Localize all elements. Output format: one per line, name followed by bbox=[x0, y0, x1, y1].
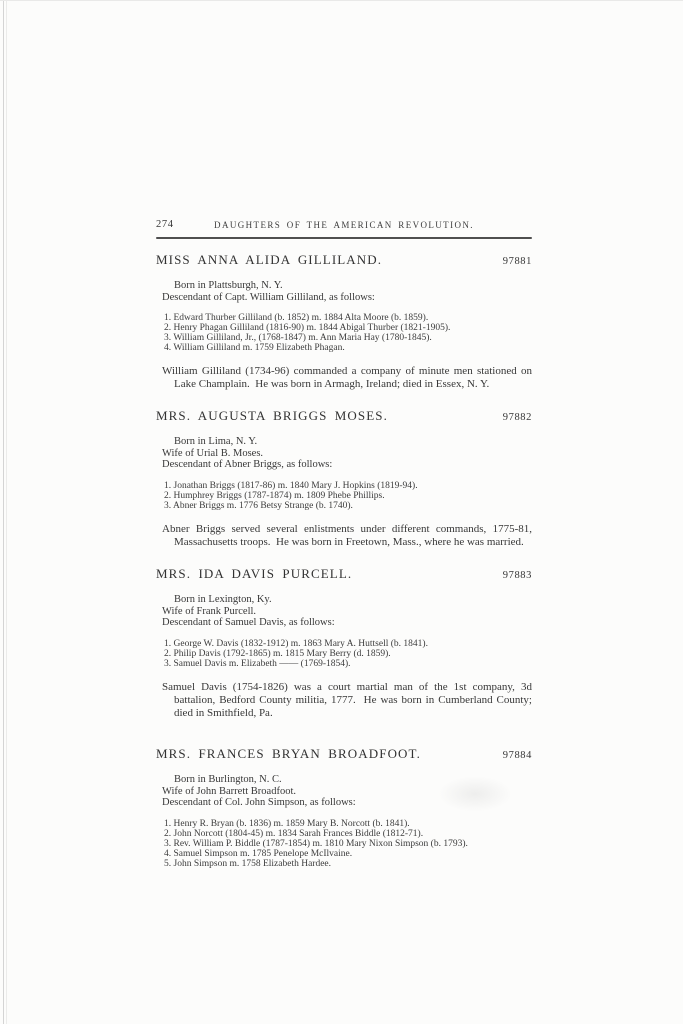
member-entry bbox=[156, 746, 532, 869]
born-line: Born in Burlington, N. C. bbox=[174, 774, 282, 786]
lineage-line: 3. Rev. William P. Biddle (1787-1854) m. 1810 Mary Nixon Simpson (b. 1793). bbox=[164, 838, 468, 849]
header-rule bbox=[156, 237, 532, 239]
born-line: Born in Lima, N. Y. bbox=[174, 436, 258, 448]
descendant-line: Descendant of Col. John Simpson, as follows: bbox=[162, 797, 356, 809]
lineage-line: 5. John Simpson m. 1758 Elizabeth Hardee. bbox=[164, 858, 332, 869]
lineage-list bbox=[156, 314, 532, 354]
lineage-list bbox=[156, 820, 532, 870]
lineage-line: 4. Samuel Simpson m. 1785 Penelope McIlvaine. bbox=[164, 848, 353, 859]
page-header bbox=[156, 219, 532, 232]
scan-edge-line bbox=[3, 0, 4, 1024]
entry-title-row bbox=[156, 746, 532, 762]
national-number: 97881 bbox=[502, 256, 532, 267]
entry-title-row bbox=[156, 252, 532, 268]
running-title: DAUGHTERS OF THE AMERICAN REVOLUTION. bbox=[214, 220, 474, 230]
lineage-list bbox=[156, 482, 532, 512]
member-entry bbox=[156, 408, 535, 549]
service-paragraph: William Gilliland (1734-96) commanded a company of minute men stationed on Lake Champlain. He was born in Armagh, Ireland; died in Essex, N. Y. bbox=[162, 364, 535, 391]
lineage-line: 3. Samuel Davis m. Elizabeth —— (1769-1854). bbox=[164, 658, 351, 669]
descendant-line: Descendant of Samuel Davis, as follows: bbox=[162, 617, 335, 629]
lineage-line: 2. Humphrey Briggs (1787-1874) m. 1809 Phebe Phillips. bbox=[164, 490, 385, 501]
national-number: 97882 bbox=[502, 412, 532, 424]
wife-line: Wife of John Barrett Broadfoot. bbox=[162, 785, 296, 797]
lineage-line: 3. Abner Briggs m. 1776 Betsy Strange (b. 1740). bbox=[164, 500, 353, 511]
entry-intro bbox=[156, 774, 532, 809]
wife-line: Wife of Frank Purcell. bbox=[162, 605, 257, 617]
member-name: MRS. FRANCES BRYAN BROADFOOT. bbox=[156, 746, 421, 762]
member-name: MISS ANNA ALIDA GILLILAND. bbox=[156, 252, 383, 267]
wife-line: Wife of Urial B. Moses. bbox=[162, 447, 264, 459]
member-name: MRS. AUGUSTA BRIGGS MOSES. bbox=[156, 408, 388, 424]
lineage-line: 3. William Gilliland, Jr., (1768-1847) m. Ann Maria Hay (1780-1845). bbox=[164, 333, 432, 343]
lineage-line: 1. Henry R. Bryan (b. 1836) m. 1859 Mary B. Norcott (b. 1841). bbox=[164, 819, 410, 830]
national-number: 97883 bbox=[502, 570, 532, 582]
entry-title-row bbox=[156, 408, 532, 424]
entry-title-row bbox=[156, 566, 532, 582]
entry-intro bbox=[156, 594, 532, 629]
member-entry bbox=[156, 252, 535, 391]
national-number: 97884 bbox=[502, 750, 532, 762]
member-name: MRS. IDA DAVIS PURCELL. bbox=[156, 566, 353, 582]
page-content bbox=[156, 219, 535, 870]
scan-edge-line bbox=[6, 0, 7, 1024]
lineage-line: 2. Philip Davis (1792-1865) m. 1815 Mary Berry (d. 1859). bbox=[164, 648, 391, 659]
service-paragraph: Abner Briggs served several enlistments under different commands, 1775-81, Massachusetts troops. He was born in Freetown, Mass., where he was married. bbox=[162, 522, 535, 548]
lineage-line: 2. John Norcott (1804-45) m. 1834 Sarah Frances Biddle (1812-71). bbox=[164, 828, 424, 839]
service-paragraph: Samuel Davis (1754-1826) was a court martial man of the 1st company, 3d battalion, Bedford County militia, 1777. He was born in Cumberland County; died in Smithfield, Pa. bbox=[162, 680, 535, 720]
lineage-line: 2. Henry Phagan Gilliland (1816-90) m. 1844 Abigal Thurber (1821-1905). bbox=[164, 323, 451, 334]
lineage-line: 1. Edward Thurber Gilliland (b. 1852) m. 1884 Alta Moore (b. 1859). bbox=[164, 313, 429, 324]
lineage-list bbox=[156, 640, 532, 670]
page-number: 274 bbox=[156, 219, 174, 230]
scan-edge-line bbox=[0, 0, 683, 1]
born-line: Born in Plattsburgh, N. Y. bbox=[174, 280, 283, 291]
descendant-line: Descendant of Capt. William Gilliland, as follows: bbox=[162, 291, 375, 303]
descendant-line: Descendant of Abner Briggs, as follows: bbox=[162, 459, 333, 471]
lineage-line: 1. George W. Davis (1832-1912) m. 1863 Mary A. Huttsell (b. 1841). bbox=[164, 638, 428, 649]
born-line: Born in Lexington, Ky. bbox=[174, 594, 272, 606]
lineage-line: 4. William Gilliland m. 1759 Elizabeth Phagan. bbox=[164, 342, 345, 353]
member-entry bbox=[156, 566, 535, 720]
lineage-line: 1. Jonathan Briggs (1817-86) m. 1840 Mary J. Hopkins (1819-94). bbox=[164, 481, 418, 491]
entry-intro bbox=[156, 436, 532, 471]
entry-intro bbox=[156, 280, 532, 303]
